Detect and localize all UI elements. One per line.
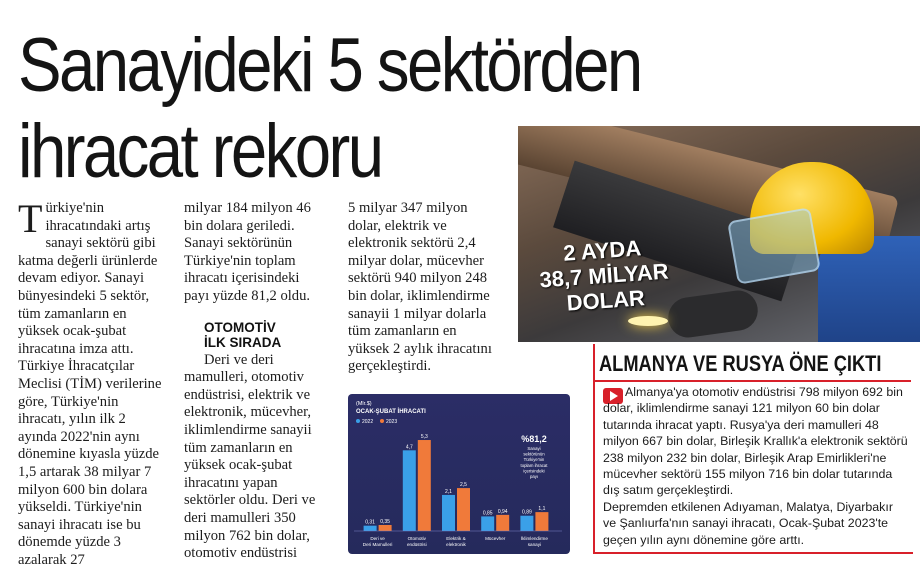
article-column-3	[348, 200, 498, 376]
category-label-0-line-2: Deri Mamulleri	[362, 542, 393, 547]
chart-subtitle: (Mlr.$)	[356, 401, 372, 407]
sidebar-title-rule	[595, 380, 911, 382]
stamp-line-1: 2 AYDA	[562, 235, 642, 266]
chart-annotation-text-4: içerisindeki	[523, 468, 545, 474]
bar-label-2023-2: 2,5	[460, 482, 467, 489]
bar-2023-1	[418, 440, 431, 531]
sidebar-paragraph-2: Depremden etkilenen Adıyaman, Malatya, Diyarbakır ve Şanlıurfa'nın sanayi ihracatı, Ocak-Şubat 2023'te geçen yılın aynı dönemine göre arttı.	[603, 499, 893, 547]
sidebar-body	[603, 384, 909, 548]
headline-line-2: ihracat rekoru	[18, 109, 382, 194]
subheading	[204, 320, 324, 350]
chart-svg	[348, 394, 570, 554]
bar-2022-4	[520, 516, 533, 531]
export-bar-chart	[348, 394, 570, 554]
subheading-line-1: OTOMOTİV	[204, 319, 276, 335]
bar-label-2023-4: 1,1	[538, 506, 546, 513]
article-column-2	[184, 200, 324, 563]
chart-annotation-text-3: toplam ihracat	[520, 462, 548, 468]
category-label-1-line-2: endüstrisi	[406, 542, 427, 547]
photo-glove	[666, 288, 761, 340]
chart-annotation-text-1: sektörünün	[523, 451, 545, 457]
category-label-1: Otomotiv	[407, 536, 426, 541]
bar-label-2022-4: 0,89	[522, 509, 532, 516]
stamp-line-2: 38,7 MİLYAR	[538, 258, 670, 293]
chart-title: OCAK-ŞUBAT İHRACATI	[356, 409, 426, 415]
column-2-top-text: milyar 184 milyon 46 bin dolara geriledi. Sanayi sektörünün Türkiye'nin toplam ihracatı içerisindeki payı yüzde 81,2 oldu.	[184, 200, 311, 304]
column-3-text: 5 milyar 347 milyon dolar, elektrik ve elektronik sektörü 2,4 milyar dolar, mücevher sektörü 940 milyon 248 bin dolar, iklimlendirme sanayii 1 milyar dolarla tüm zamanların en yüksek 2 aylık ihracatını gerçekleştirdi.	[348, 200, 492, 375]
bar-label-2022-1: 4,7	[405, 444, 413, 451]
legend-label-2023: 2023	[386, 419, 398, 425]
article-column-1	[18, 196, 168, 569]
sidebar-box	[593, 344, 913, 554]
bar-2022-0	[364, 526, 377, 531]
bar-label-2022-3: 0,85	[482, 510, 493, 517]
headline-line-1: Sanayideki 5 sektörden	[18, 23, 641, 108]
category-label-4-line-2: sanayi	[527, 542, 542, 547]
photo-caption-stamp	[532, 233, 677, 318]
bar-2022-1	[403, 450, 416, 531]
bar-2023-0	[379, 525, 392, 531]
category-label-2-line-2: elektronik	[446, 542, 466, 547]
chart-annotation-text-0: Sanayi	[527, 446, 541, 451]
chart-annotation-value: %81,2	[521, 434, 547, 444]
category-label-3: Mücevher	[485, 536, 506, 541]
drop-cap: T	[18, 196, 43, 241]
bar-label-2023-1: 5,3	[420, 434, 428, 441]
bar-2022-3	[481, 516, 494, 531]
bar-2023-4	[535, 512, 548, 531]
bar-2023-2	[457, 488, 470, 531]
bar-label-2023-0: 0,35	[380, 518, 390, 525]
stamp-line-3: DOLAR	[565, 285, 646, 316]
bar-2023-3	[496, 515, 509, 531]
photo-face-shield	[727, 207, 821, 285]
bar-label-2023-3: 0,94	[497, 508, 508, 515]
column-2-bottom-text: Deri ve deri mamulleri, otomotiv endüstrisi, elektrik ve elektronik, mücevher, iklimlendirme sanayii tüm zamanların en yüksek ocak-şubat ihracatını yapan sektörler oldu. Deri ve deri mamulleri 350 milyon 762 bin dolar, otomotiv endüstrisi	[184, 351, 316, 562]
photo-spark	[628, 316, 668, 326]
category-label-0: Deri ve	[370, 536, 385, 541]
bar-label-2022-0: 0,31	[365, 519, 375, 526]
column-1-text: ürkiye'nin ihracatındaki artış sanayi sektörü gibi katma değerli ürünlerde devam ediyor. Sanayi bünyesindeki 5 sektör, tüm zamanların en yüksek ocak-şubat ihracatına imza attı. Türkiye İhracatçılar Meclisi (TİM) verilerine göre, Türkiye'nin ihracatı, yılın ilk 2 ayında 2022'nin aynı dönemine kıyasla yüzde 1,5 artarak 38 milyar 7 milyon 600 bin dolara yükseldi. Türkiye'nin sanayi ihracatı ise bu dönemde yüzde 3 azalarak 27	[18, 200, 162, 568]
chart-annotation-text-5: payı	[529, 474, 539, 479]
legend-swatch-2022	[356, 419, 360, 423]
legend-label-2022: 2022	[362, 419, 374, 425]
sidebar-title: ALMANYA VE RUSYA ÖNE ÇIKTI	[599, 351, 882, 376]
subheading-line-2: İLK SIRADA	[204, 334, 282, 350]
bar-label-2022-2: 2,1	[445, 488, 452, 495]
category-label-2: Elektrik &	[446, 536, 466, 541]
category-label-4: İklimlendirme	[520, 536, 548, 541]
bar-2022-2	[442, 495, 455, 531]
legend-swatch-2023	[380, 419, 384, 423]
sidebar-paragraph-1: Almanya'ya otomotiv endüstrisi 798 milyon 692 bin dolar, iklimlendirme sanayi 121 milyon 60 bin dolar tutarında ihracat yaptı. Rusya'ya deri mamulleri 48 milyon 667 bin dolar, Birleşik Krallık'a elektronik sektörü 238 milyon 232 bin dolar, Birleşik Arap Emirlikleri'ne mücevher sektörü 155 milyon 716 bin dolar tutarında dış satım gerçekleştirdi.	[603, 385, 908, 498]
chart-annotation-text-2: Türkiye'nin	[523, 457, 545, 463]
